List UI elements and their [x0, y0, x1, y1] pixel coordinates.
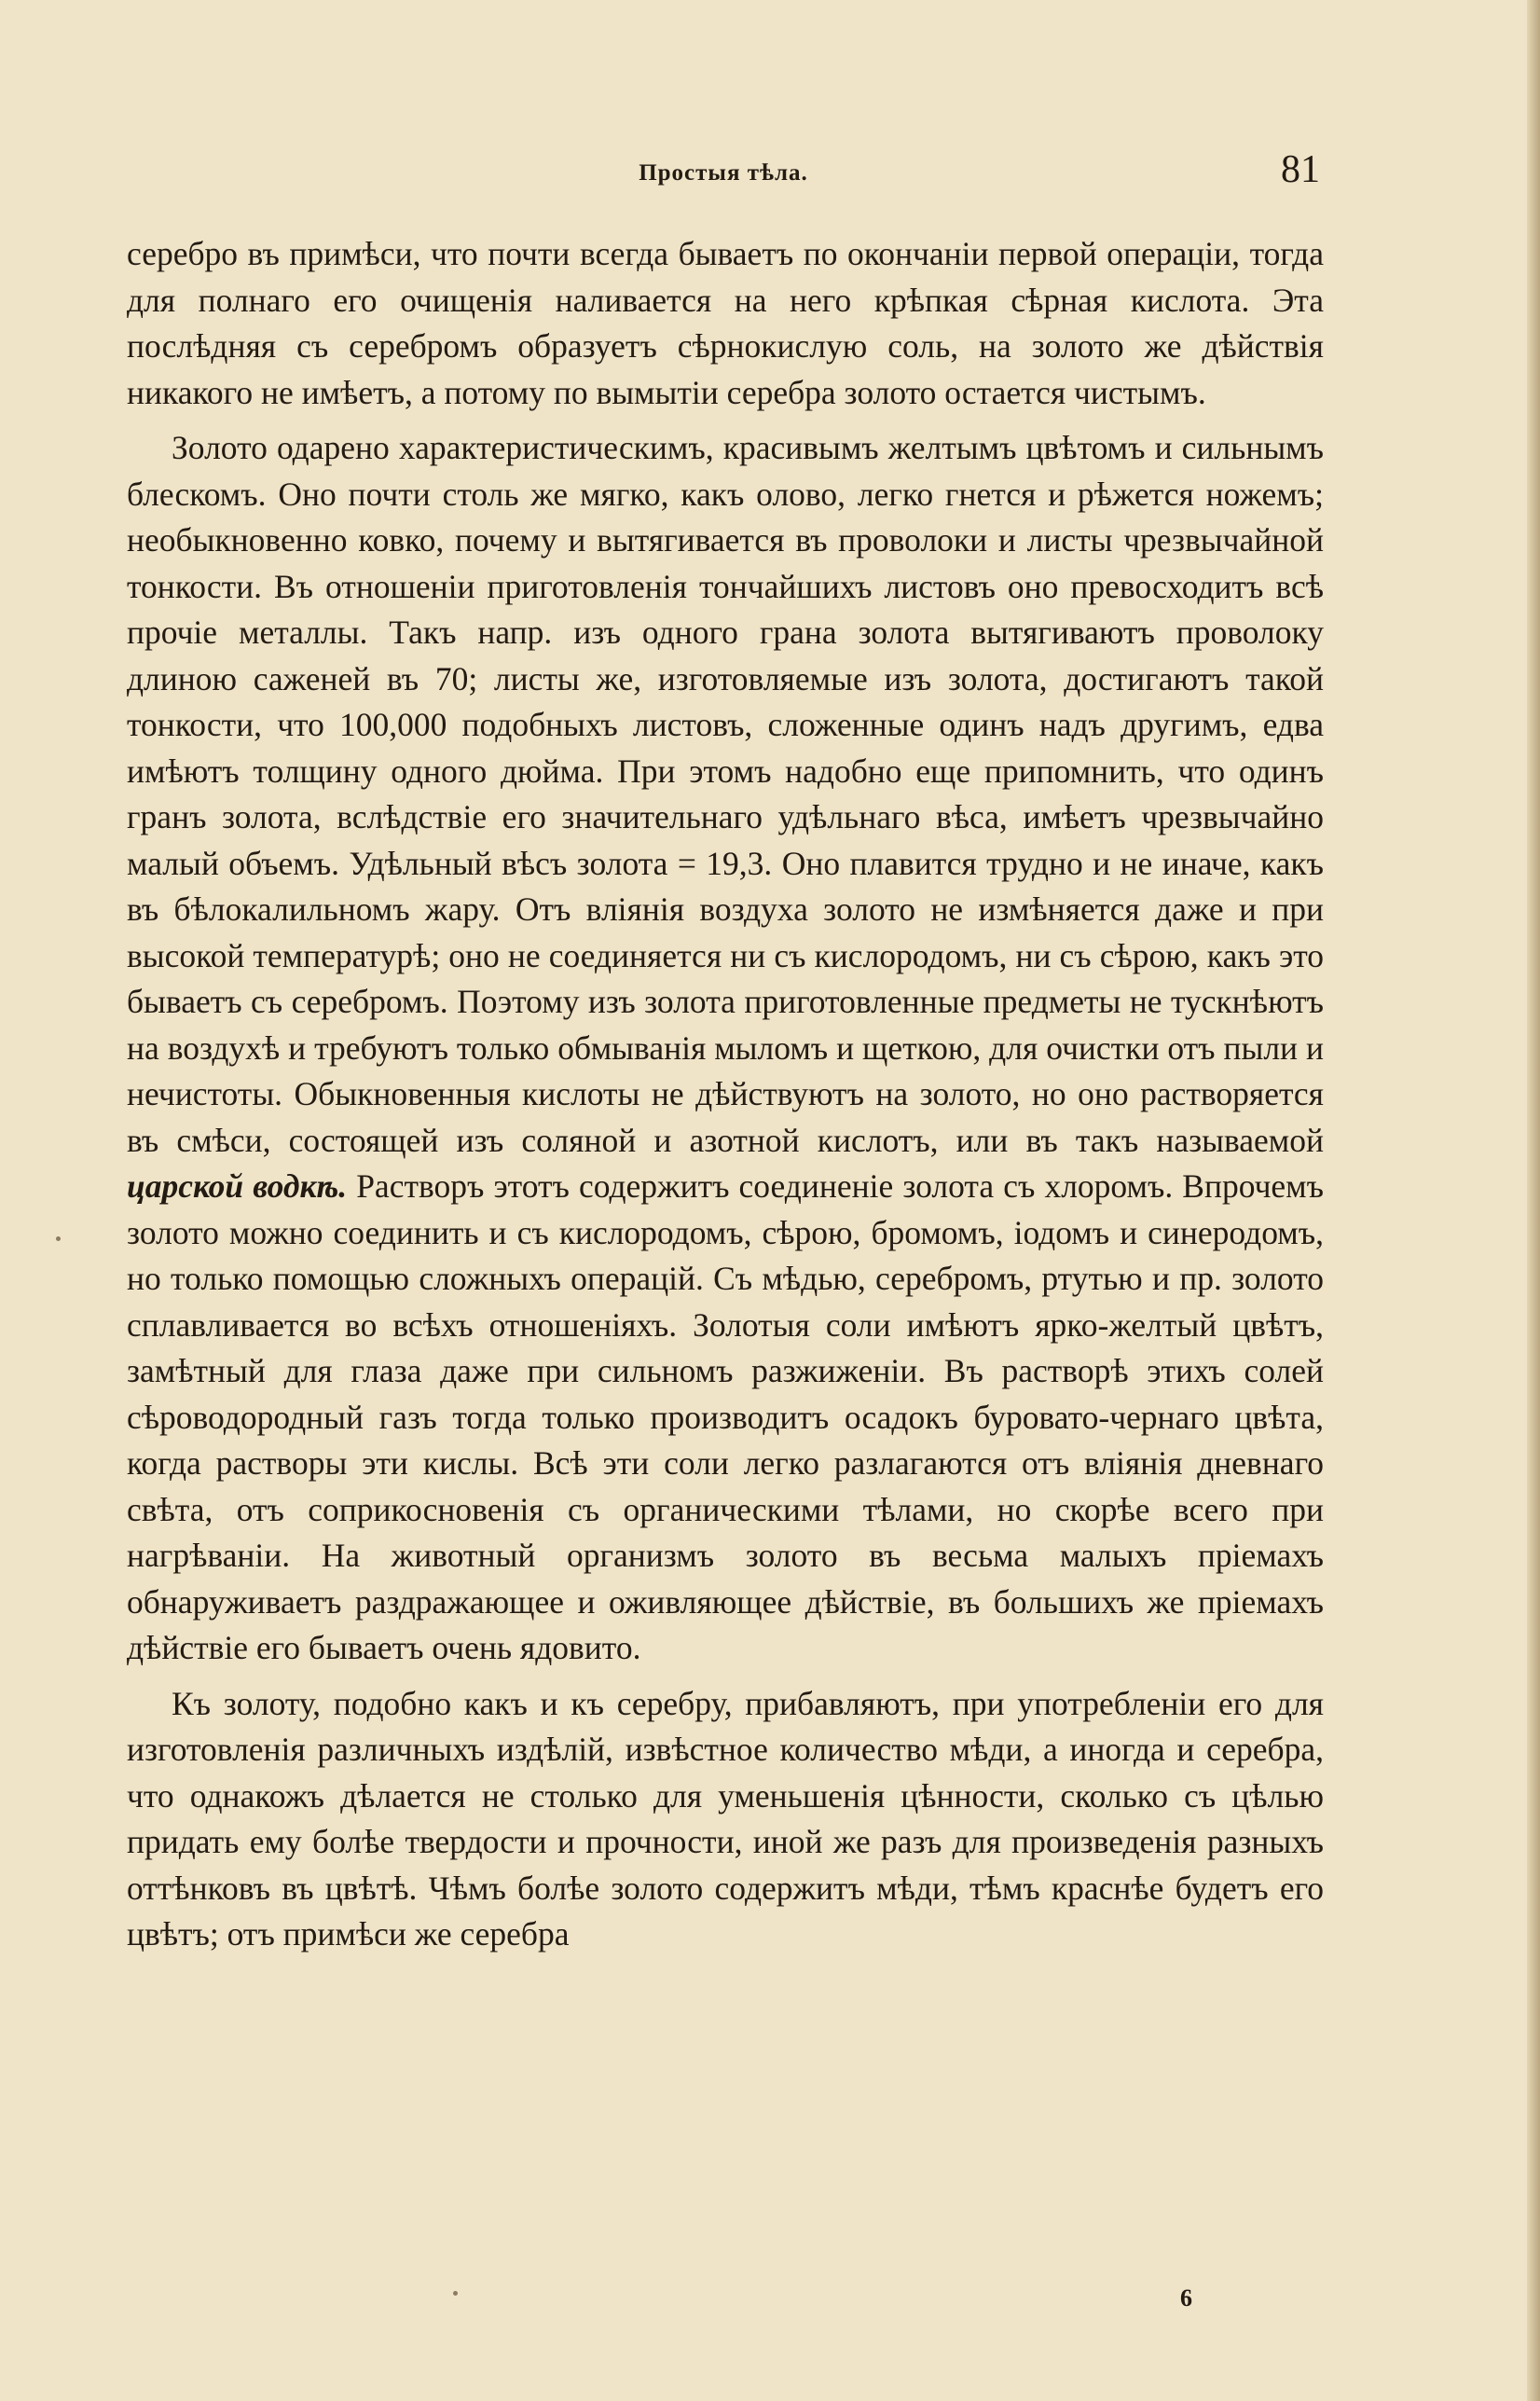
- printer-signature-mark: 6: [1180, 2284, 1192, 2311]
- page-number: 81: [1281, 148, 1320, 191]
- stray-ink-dot: [56, 1236, 61, 1241]
- paragraph-gold-properties: [127, 425, 1324, 1672]
- italic-term-aqua-regia: царской водкѣ.: [127, 1167, 348, 1205]
- body-text: [127, 231, 1324, 1958]
- running-head: [127, 140, 1320, 205]
- paragraph-continuation: серебро въ примѣси, что почти всегда бываетъ по окончаніи первой операціи, тогда для полнаго его очищенія наливается на него крѣпкая сѣрная кислота. Эта послѣдняя съ серебромъ образуетъ сѣрнокислую соль, на золото же дѣйствія никакого не имѣетъ, а потому по вымытіи серебра золото остается чистымъ.: [127, 235, 1324, 411]
- paragraph-gold-text-after: Растворъ этотъ содержитъ соединеніе золота съ хлоромъ. Впрочемъ золото можно соединить и съ кислородомъ, сѣрою, бромомъ, іодомъ и синеродомъ, но только помощью сложныхъ операцій. Съ мѣдью, серебромъ, ртутью и пр. золото сплавливается во всѣхъ отношеніяхъ. Золотыя соли имѣютъ ярко-желтый цвѣтъ, замѣтный для глаза даже при сильномъ разжиженіи. Въ растворѣ этихъ солей сѣроводородный газъ тогда только производитъ осадокъ буровато-чернаго цвѣта, когда растворы эти кислы. Всѣ эти соли легко разлагаются отъ вліянія дневнаго свѣта, отъ соприкосновенія съ органическими тѣлами, но скорѣе всего при нагрѣваніи. На животный организмъ золото въ весьма малыхъ пріемахъ обнаруживаетъ раздражающее и оживляющее дѣйствіе, въ большихъ же пріемахъ дѣйствіе его бываетъ очень ядовито.: [127, 1167, 1324, 1666]
- stray-ink-dot: [453, 2291, 458, 2296]
- paragraph-gold-text-before: Золото одарено характеристическимъ, красивымъ желтымъ цвѣтомъ и сильнымъ блескомъ. Оно почти столь же мягко, какъ олово, легко гнется и рѣжется ножемъ; необыкновенно ковко, почему и вытягивается въ проволоки и листы чрезвычайной тонкости. Въ отношеніи приготовленія тончайшихъ листовъ оно превосходитъ всѣ прочіе металлы. Такъ напр. изъ одного грана золота вытягиваютъ проволоку длиною саженей въ 70; листы же, изготовляемые изъ золота, достигаютъ такой тонкости, что 100,000 подобныхъ листовъ, сложенные одинъ надъ другимъ, едва имѣютъ толщину одного дюйма. При этомъ надобно еще припомнить, что одинъ гранъ золота, вслѣдствіе его значительнаго удѣльнаго вѣса, имѣетъ чрезвычайно малый объемъ. Удѣльный вѣсъ золота = 19,3. Оно плавится трудно и не иначе, какъ въ бѣлокалильномъ жару. Отъ вліянія воздуха золото не измѣняется даже и при высокой температурѣ; оно не соединяется ни съ кислородомъ, ни съ сѣрою, какъ это бываетъ съ серебромъ. Поэтому изъ золота приготовленные предметы не тускнѣютъ на воздухѣ и требуютъ только обмыванія мыломъ и щеткою, для очистки отъ пыли и нечистоты. Обыкновенныя кислоты не дѣйствуютъ на золото, но оно растворяется въ смѣси, состоящей изъ соляной и азотной кислотъ, или въ такъ называемой: [127, 429, 1324, 1159]
- paragraph-gold-alloys: Къ золоту, подобно какъ и къ серебру, прибавляютъ, при употребленіи его для изготовленія различныхъ издѣлій, извѣстное количество мѣди, а иногда и серебра, что однакожъ дѣлается не столько для уменьшенія цѣнности, сколько съ цѣлью придать ему болѣе твердости и прочности, иной же разъ для произведенія разныхъ оттѣнковъ въ цвѣтѣ. Чѣмъ болѣе золото содержитъ мѣди, тѣмъ краснѣе будетъ его цвѣтъ; отъ примѣси же серебра: [127, 1684, 1324, 1953]
- running-title: Простыя тѣла.: [639, 160, 808, 186]
- page-edge-shadow: [1527, 0, 1540, 2401]
